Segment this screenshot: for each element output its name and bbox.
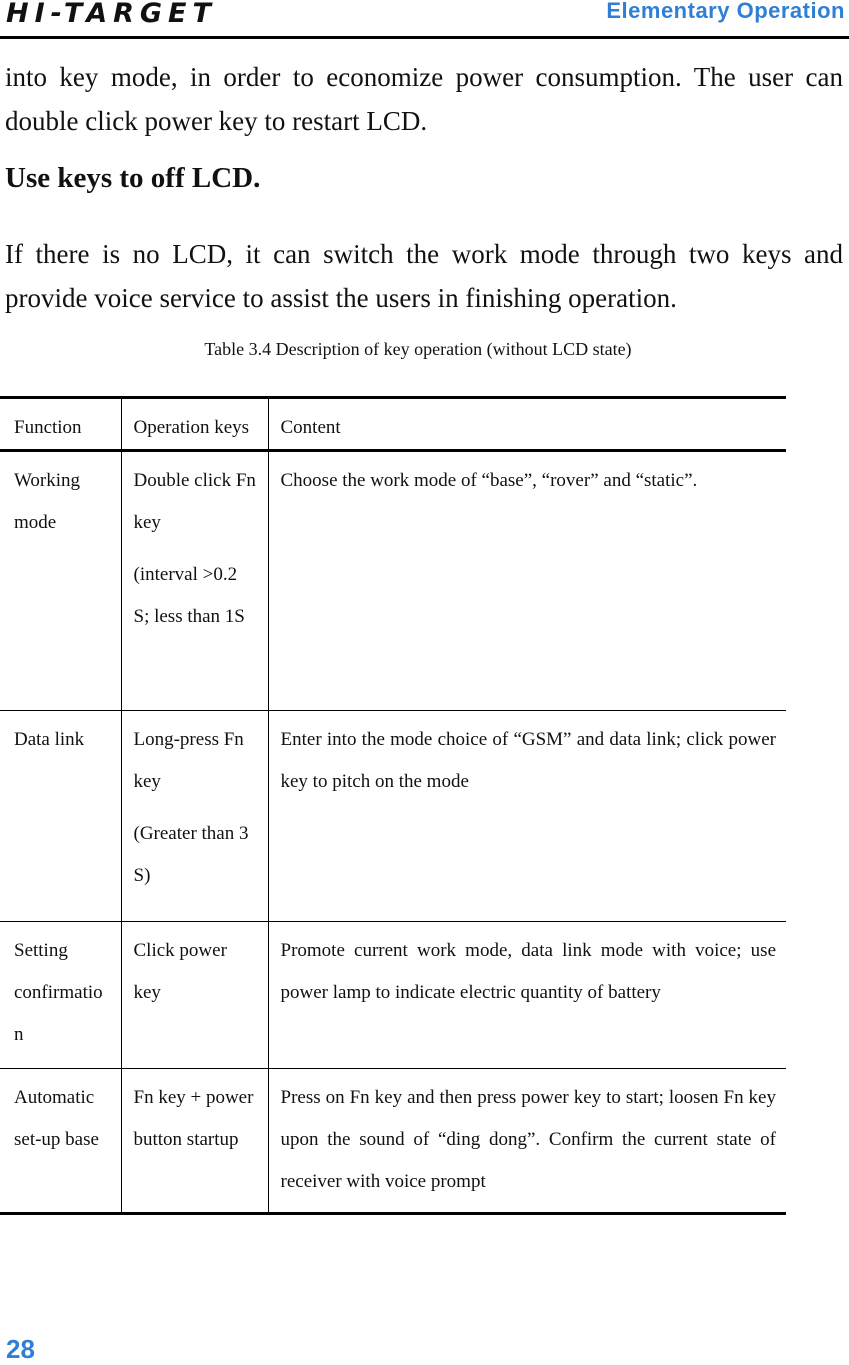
content-cell: Choose the work mode of “base”, “rover” and “static”. (268, 451, 786, 711)
header-function: Function (14, 417, 82, 438)
keys-cell (121, 711, 268, 922)
function-cell: Working mode (14, 470, 81, 533)
function-cell: Automatic set-up base (14, 1087, 99, 1150)
keys-note: (interval >0.2 S; less than 1S (133, 564, 245, 627)
table-row (0, 711, 786, 922)
hi-target-logo: HI-TARGET (6, 0, 217, 29)
keys-cell (121, 451, 268, 711)
description-paragraph: If there is no LCD, it can switch the work mode through two keys and provide voice service to assist the users in finishing operation. (5, 239, 843, 313)
table-header-row (0, 398, 786, 451)
function-cell: Data link (14, 729, 85, 750)
table-caption: Table 3.4 Description of key operation (without LCD state) (204, 339, 632, 359)
keys-cell: Click power key (121, 922, 268, 1069)
header-operation-keys: Operation keys (121, 398, 268, 451)
page-header (0, 0, 849, 39)
page-number: 28 (6, 1334, 35, 1364)
table-row (0, 451, 786, 711)
key-operation-table (0, 396, 786, 1215)
keys-cell: Fn key + power button startup (121, 1069, 268, 1214)
section-title: Elementary Operation (606, 0, 845, 23)
subheading: Use keys to off LCD. (5, 162, 261, 194)
content-cell: Promote current work mode, data link mode with voice; use power lamp to indicate electric quantity of battery (268, 922, 786, 1069)
content-cell: Enter into the mode choice of “GSM” and data link; click power key to pitch on the mode (268, 711, 786, 922)
table-row (0, 1069, 786, 1214)
keys-note: (Greater than 3 S) (133, 823, 249, 886)
keys-text: Double click Fn key (133, 470, 256, 533)
function-cell: Setting confirmation (14, 940, 103, 1045)
content-cell: Press on Fn key and then press power key to start; loosen Fn key upon the sound of “ding dong”. Confirm the current state of receiver with voice prompt (268, 1069, 786, 1214)
table-row (0, 922, 786, 1069)
header-content: Content (268, 398, 786, 451)
intro-paragraph: into key mode, in order to economize power consumption. The user can double click power key to restart LCD. (5, 62, 843, 136)
keys-text: Long-press Fn key (133, 729, 244, 792)
